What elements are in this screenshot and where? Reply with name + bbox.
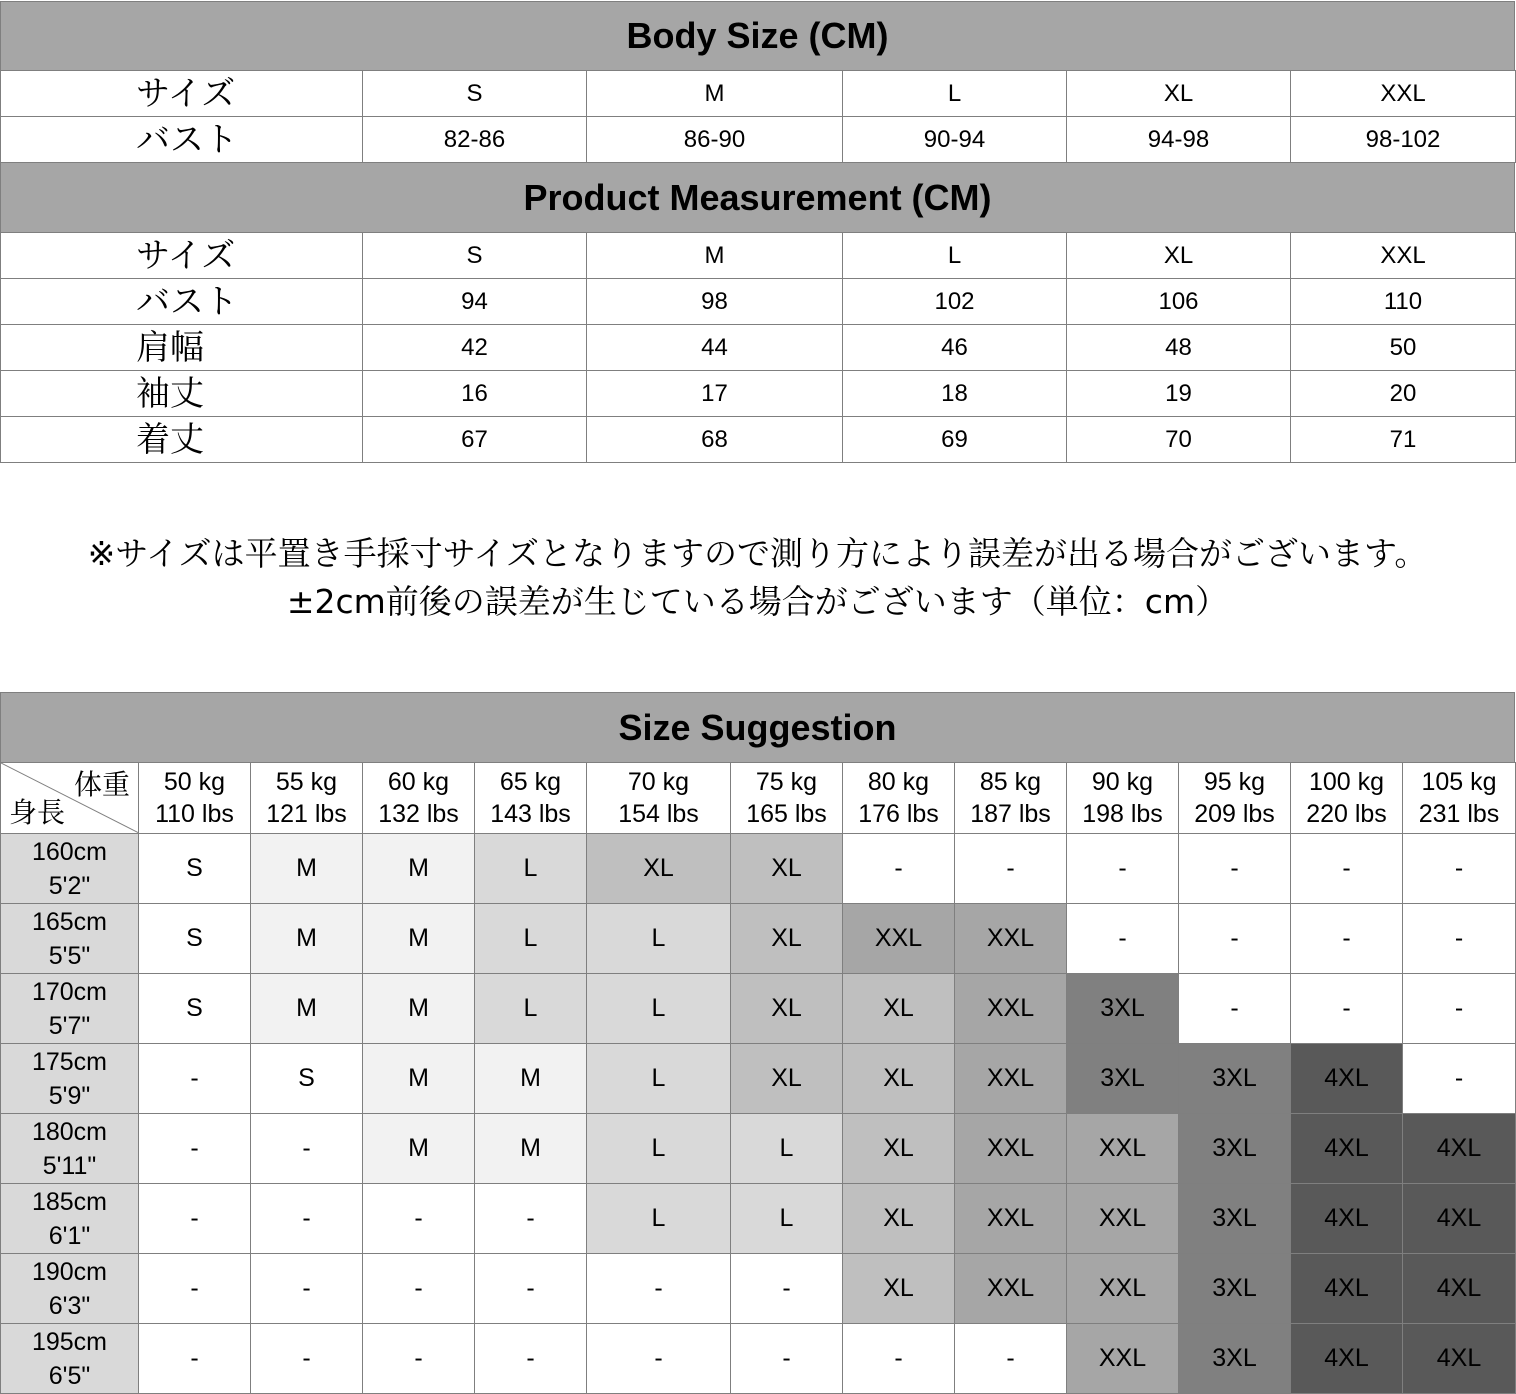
height-header-cell (1, 1254, 139, 1324)
height-cm: 175cm (31, 1047, 108, 1076)
product-cell: XXL (1291, 233, 1516, 279)
product-cell: 110 (1291, 279, 1516, 325)
product-cell: 50 (1291, 325, 1516, 371)
size-suggestion-cell: - (843, 834, 955, 904)
size-suggestion-cell: M (363, 1044, 475, 1114)
size-suggestion-cell: - (1179, 904, 1291, 974)
size-suggestion-cell: XXL (955, 974, 1067, 1044)
size-suggestion-cell: 3XL (1179, 1044, 1291, 1114)
product-cell: 44 (587, 325, 843, 371)
product-cell: 17 (587, 371, 843, 417)
weight-header-cell (251, 763, 363, 834)
weight-lbs: 198 lbs (1082, 800, 1163, 828)
product-cell: 20 (1291, 371, 1516, 417)
size-suggestion-cell: L (587, 974, 731, 1044)
weight-lbs: 231 lbs (1418, 800, 1500, 828)
height-cm: 160cm (31, 837, 108, 866)
product-measurement-title: Product Measurement (CM) (0, 162, 1515, 233)
weight-lbs: 187 lbs (970, 800, 1051, 828)
size-suggestion-cell: L (587, 1184, 731, 1254)
size-suggestion-cell: XXL (1067, 1254, 1179, 1324)
size-suggestion-cell: - (251, 1114, 363, 1184)
size-suggestion-cell: 3XL (1179, 1254, 1291, 1324)
size-suggestion-cell: XXL (955, 904, 1067, 974)
size-suggestion-cell: 4XL (1403, 1324, 1516, 1394)
size-suggestion-cell: 3XL (1067, 974, 1179, 1044)
size-suggestion-cell: - (139, 1044, 251, 1114)
size-suggestion-cell: - (1403, 834, 1516, 904)
body-size-cell: XXL (1291, 71, 1516, 117)
product-cell: 18 (843, 371, 1067, 417)
weight-header-cell (1403, 763, 1516, 834)
product-row-label: 着丈 (1, 417, 363, 463)
weight-header-cell (1067, 763, 1179, 834)
body-size-cell: 86-90 (587, 117, 843, 163)
size-suggestion-cell: - (139, 1114, 251, 1184)
weight-axis-label: 体重 (73, 768, 130, 801)
product-cell: 70 (1067, 417, 1291, 463)
size-suggestion-cell: 3XL (1179, 1324, 1291, 1394)
weight-kg: 100 kg (1308, 768, 1385, 796)
height-ft: 5'11" (42, 1151, 97, 1180)
size-suggestion-cell: - (139, 1254, 251, 1324)
height-axis-label: 身長 (9, 796, 66, 829)
size-suggestion-cell: - (1067, 904, 1179, 974)
height-ft: 6'1" (48, 1221, 91, 1250)
size-suggestion-cell: M (363, 904, 475, 974)
size-suggestion-cell: XXL (1067, 1184, 1179, 1254)
suggestion-row (1, 974, 1516, 1044)
size-suggestion-cell: - (1403, 974, 1516, 1044)
size-suggestion-cell: - (1179, 834, 1291, 904)
size-suggestion-cell: XL (731, 834, 843, 904)
product-row (1, 325, 1516, 371)
weight-header-cell (731, 763, 843, 834)
height-header-cell (1, 1184, 139, 1254)
product-row-label: バスト (1, 279, 363, 325)
size-suggestion-cell: - (139, 1184, 251, 1254)
body-size-row (1, 71, 1516, 117)
product-cell: 16 (363, 371, 587, 417)
height-ft: 6'5" (48, 1361, 91, 1390)
product-row-label: サイズ (1, 233, 363, 279)
size-suggestion-cell: XL (843, 1114, 955, 1184)
size-suggestion-cell: - (475, 1324, 587, 1394)
size-suggestion-cell: - (139, 1324, 251, 1394)
product-row (1, 371, 1516, 417)
weight-header-cell (139, 763, 251, 834)
weight-kg: 55 kg (275, 768, 338, 796)
size-suggestion-cell: - (731, 1254, 843, 1324)
size-suggestion-cell: L (475, 904, 587, 974)
size-suggestion-cell: 4XL (1403, 1254, 1516, 1324)
body-size-cell: L (843, 71, 1067, 117)
size-suggestion-cell: M (363, 974, 475, 1044)
product-cell: 46 (843, 325, 1067, 371)
size-suggestion-cell: XL (731, 974, 843, 1044)
weight-lbs: 165 lbs (746, 800, 827, 828)
weight-lbs: 176 lbs (858, 800, 939, 828)
size-suggestion-cell: M (363, 1114, 475, 1184)
size-suggestion-cell: 4XL (1291, 1324, 1403, 1394)
weight-lbs: 132 lbs (378, 800, 459, 828)
size-suggestion-cell: XXL (955, 1184, 1067, 1254)
product-cell: 98 (587, 279, 843, 325)
size-suggestion-cell: - (363, 1184, 475, 1254)
weight-kg: 75 kg (755, 768, 818, 796)
body-size-row (1, 117, 1516, 163)
product-cell: 67 (363, 417, 587, 463)
product-cell: 106 (1067, 279, 1291, 325)
size-suggestion-cell: 4XL (1291, 1254, 1403, 1324)
size-suggestion-cell: XL (843, 1254, 955, 1324)
body-size-cell: 82-86 (363, 117, 587, 163)
body-size-cell: S (363, 71, 587, 117)
size-suggestion-cell: XL (587, 834, 731, 904)
size-suggestion-cell: 3XL (1179, 1184, 1291, 1254)
size-suggestion-cell: XXL (955, 1114, 1067, 1184)
suggestion-row (1, 1324, 1516, 1394)
size-suggestion-cell: - (1403, 1044, 1516, 1114)
height-cm: 170cm (31, 977, 108, 1006)
body-size-cell: XL (1067, 71, 1291, 117)
size-suggestion-cell: M (475, 1114, 587, 1184)
size-suggestion-cell: - (1291, 834, 1403, 904)
size-suggestion-cell: 4XL (1291, 1184, 1403, 1254)
product-cell: 71 (1291, 417, 1516, 463)
weight-kg: 80 kg (867, 768, 930, 796)
size-suggestion-cell: - (843, 1324, 955, 1394)
size-suggestion-cell: L (731, 1114, 843, 1184)
size-suggestion-cell: - (955, 834, 1067, 904)
size-suggestion-cell: - (251, 1254, 363, 1324)
suggestion-row (1, 1184, 1516, 1254)
weight-header-cell (1179, 763, 1291, 834)
size-suggestion-cell: - (251, 1324, 363, 1394)
size-suggestion-cell: 4XL (1403, 1114, 1516, 1184)
height-cm: 195cm (31, 1327, 108, 1356)
suggestion-row (1, 1044, 1516, 1114)
size-suggestion-cell: S (139, 834, 251, 904)
size-suggestion-cell: XXL (1067, 1324, 1179, 1394)
height-header-cell (1, 834, 139, 904)
size-suggestion-cell: - (731, 1324, 843, 1394)
product-row (1, 279, 1516, 325)
product-cell: S (363, 233, 587, 279)
size-suggestion-cell: L (731, 1184, 843, 1254)
suggestion-row (1, 1254, 1516, 1324)
weight-lbs: 143 lbs (490, 800, 571, 828)
size-suggestion-cell: XL (731, 904, 843, 974)
body-size-title: Body Size (CM) (0, 1, 1515, 71)
size-suggestion-title: Size Suggestion (0, 692, 1515, 763)
product-measurement-table (0, 232, 1516, 463)
height-header-cell (1, 974, 139, 1044)
weight-kg: 95 kg (1203, 768, 1266, 796)
size-suggestion-cell: XXL (843, 904, 955, 974)
product-row (1, 417, 1516, 463)
size-suggestion-cell: L (587, 904, 731, 974)
size-suggestion-cell: XXL (1067, 1114, 1179, 1184)
size-suggestion-cell: 4XL (1291, 1114, 1403, 1184)
size-suggestion-cell: S (251, 1044, 363, 1114)
weight-header-cell (587, 763, 731, 834)
weight-kg: 90 kg (1091, 768, 1154, 796)
weight-lbs: 220 lbs (1306, 800, 1387, 828)
size-suggestion-cell: M (251, 904, 363, 974)
size-suggestion-cell: S (139, 974, 251, 1044)
size-suggestion-cell: S (139, 904, 251, 974)
size-suggestion-cell: - (251, 1184, 363, 1254)
product-cell: 69 (843, 417, 1067, 463)
size-suggestion-cell: L (587, 1114, 731, 1184)
suggestion-row (1, 904, 1516, 974)
size-suggestion-cell: 3XL (1067, 1044, 1179, 1114)
size-suggestion-cell: - (1291, 974, 1403, 1044)
weight-lbs: 154 lbs (618, 800, 699, 828)
product-cell: M (587, 233, 843, 279)
size-suggestion-cell: - (1179, 974, 1291, 1044)
weight-header-cell (475, 763, 587, 834)
size-suggestion-cell: - (587, 1324, 731, 1394)
height-cm: 180cm (31, 1117, 108, 1146)
size-suggestion-cell: - (1403, 904, 1516, 974)
weight-kg: 65 kg (499, 768, 562, 796)
product-cell: 102 (843, 279, 1067, 325)
weight-header-cell (1291, 763, 1403, 834)
size-suggestion-cell: XXL (955, 1254, 1067, 1324)
suggestion-row (1, 1114, 1516, 1184)
height-cm: 190cm (31, 1257, 108, 1286)
height-ft: 5'9" (48, 1081, 91, 1110)
note-line-2: ±2cm前後の誤差が生じている場合がございます（単位：cm） (286, 581, 1229, 621)
size-suggestion-cell: - (363, 1254, 475, 1324)
size-suggestion-cell: L (587, 1044, 731, 1114)
size-suggestion-cell: M (251, 834, 363, 904)
size-suggestion-cell: - (1067, 834, 1179, 904)
height-ft: 6'3" (48, 1291, 91, 1320)
body-size-cell: 98-102 (1291, 117, 1516, 163)
height-ft: 5'2" (48, 871, 91, 900)
height-ft: 5'7" (48, 1011, 91, 1040)
size-suggestion-cell: XXL (955, 1044, 1067, 1114)
suggestion-row (1, 834, 1516, 904)
note-line-1: ※サイズは平置き手採寸サイズとなりますので測り方により誤差が出る場合がございます。 (87, 533, 1428, 573)
weight-kg: 85 kg (979, 768, 1042, 796)
height-ft: 5'5" (48, 941, 91, 970)
weight-header-cell (363, 763, 475, 834)
size-suggestion-cell: - (475, 1184, 587, 1254)
body-size-cell: 90-94 (843, 117, 1067, 163)
product-row (1, 233, 1516, 279)
body-size-cell: 94-98 (1067, 117, 1291, 163)
body-size-row-label: サイズ (1, 71, 363, 117)
product-cell: 48 (1067, 325, 1291, 371)
product-cell: XL (1067, 233, 1291, 279)
size-suggestion-cell: XL (731, 1044, 843, 1114)
corner-header-cell (1, 763, 139, 834)
size-suggestion-cell: XL (843, 1184, 955, 1254)
weight-lbs: 110 lbs (155, 800, 234, 828)
size-suggestion-cell: - (1291, 904, 1403, 974)
weight-header-cell (955, 763, 1067, 834)
size-suggestion-cell: L (475, 834, 587, 904)
body-size-cell: M (587, 71, 843, 117)
weight-lbs: 121 lbs (266, 800, 347, 828)
size-suggestion-cell: L (475, 974, 587, 1044)
weight-header-cell (843, 763, 955, 834)
size-suggestion-table (0, 762, 1516, 1394)
size-suggestion-cell: 4XL (1403, 1184, 1516, 1254)
size-suggestion-cell: - (363, 1324, 475, 1394)
product-row-label: 肩幅 (1, 325, 363, 371)
body-size-table (0, 70, 1516, 163)
size-suggestion-cell: 4XL (1291, 1044, 1403, 1114)
size-suggestion-cell: - (475, 1254, 587, 1324)
weight-kg: 60 kg (387, 768, 450, 796)
product-row-label: 袖丈 (1, 371, 363, 417)
height-header-cell (1, 1114, 139, 1184)
height-cm: 165cm (31, 907, 108, 936)
size-suggestion-cell: M (363, 834, 475, 904)
size-suggestion-cell: XL (843, 974, 955, 1044)
size-suggestion-cell: XL (843, 1044, 955, 1114)
weight-kg: 50 kg (163, 768, 226, 796)
measurement-note (0, 463, 1515, 692)
size-suggestion-cell: 3XL (1179, 1114, 1291, 1184)
height-header-cell (1, 1324, 139, 1394)
height-header-cell (1, 904, 139, 974)
size-suggestion-cell: - (587, 1254, 731, 1324)
product-cell: 19 (1067, 371, 1291, 417)
size-suggestion-cell: M (475, 1044, 587, 1114)
weight-kg: 70 kg (627, 768, 690, 796)
body-size-row-label: バスト (1, 117, 363, 163)
product-cell: 68 (587, 417, 843, 463)
product-cell: 42 (363, 325, 587, 371)
size-suggestion-cell: - (955, 1324, 1067, 1394)
height-cm: 185cm (31, 1187, 108, 1216)
size-suggestion-cell: M (251, 974, 363, 1044)
weight-kg: 105 kg (1421, 768, 1497, 796)
weight-lbs: 209 lbs (1194, 800, 1275, 828)
product-cell: 94 (363, 279, 587, 325)
product-cell: L (843, 233, 1067, 279)
height-header-cell (1, 1044, 139, 1114)
